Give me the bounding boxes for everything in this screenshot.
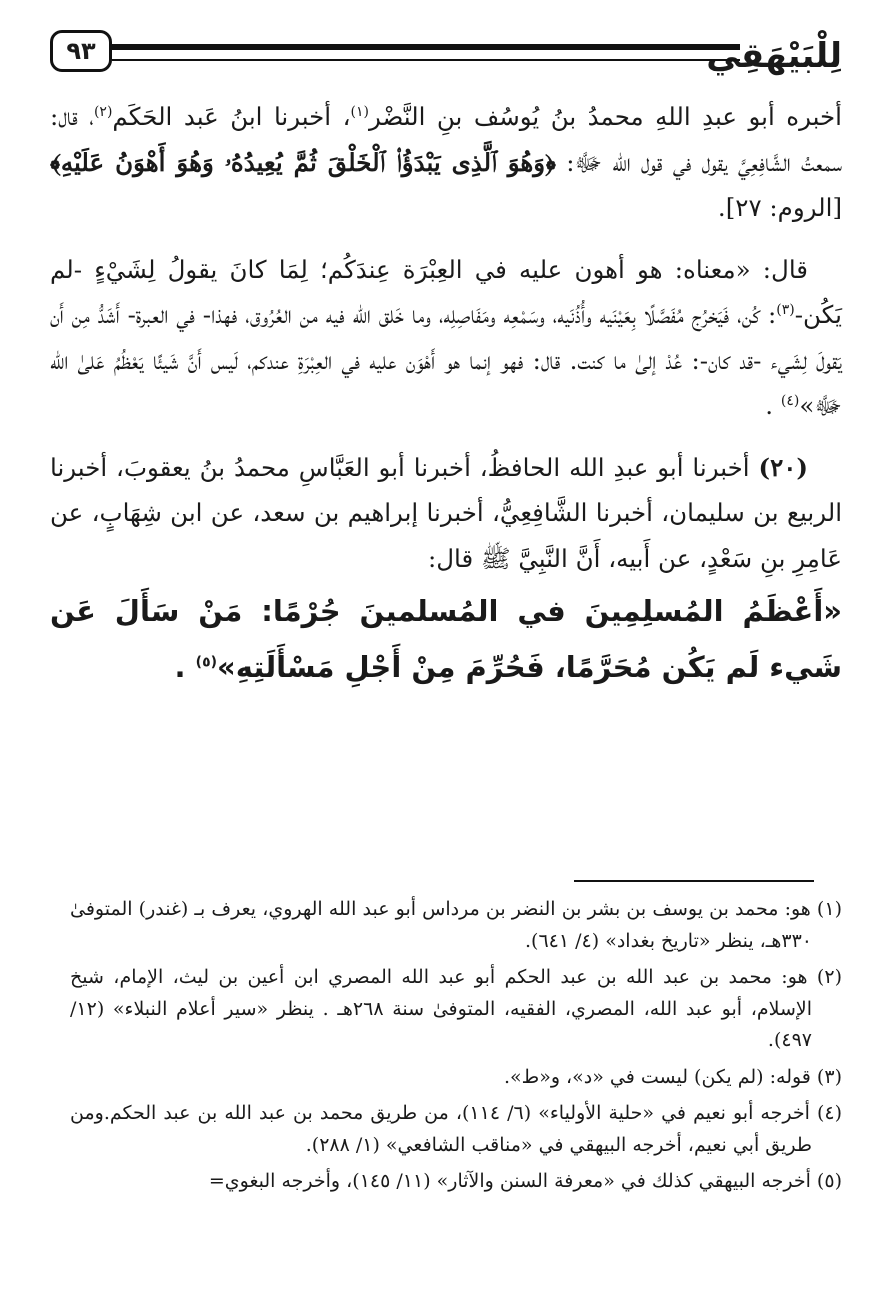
quran-verse: ﴿وَهُوَ ٱلَّذِى يَبْدَؤُا۟ ٱلْخَلْقَ ثُمَّ يُعِيدُهُۥ وَهُوَ أَهْوَنُ عَلَيْهِ﴾ (50, 147, 556, 177)
main-text (50, 94, 842, 695)
hadith-quote: «أَعْظَمُ المُسلِمِينَ في المُسلمينَ جُرْمًا: مَنْ سَأَلَ عَن شَيء لَم يَكُن مُحَرَّمًا، فَحُرِّمَ مِنْ أَجْلِ مَسْأَلَتِهِ» (50, 594, 842, 684)
paragraph-2 (50, 247, 842, 429)
footnote-3: (٣) قوله: (لم يكن) ليست في «د»، و«ط». (503, 1065, 842, 1088)
header-rule (112, 44, 740, 61)
text-run: ، قال: سمعتُ الشَّافِعِيَّ يقول في قول الله ﷻ: (50, 102, 842, 177)
header-title: لِلْبَيْهَقِي (706, 36, 842, 76)
footnote-1: (١) هو: محمد بن يوسف بن بشر بن النضر بن مرداس أبو عبد الله الهروي، يعرف بـ (غندر) المتوفىٰ ٣٣٠هـ، ينظر «تاريخ بغداد» (٤/ ٦٤١). (70, 898, 842, 952)
text-run: أخبره أبو عبدِ اللهِ محمدُ بنُ يُوسُف بنِ النَّضْر (368, 102, 842, 131)
footnote-marker-4: (٤) (780, 392, 800, 409)
footnote-marker-2: (٢) (93, 103, 113, 120)
footnote-2: (٢) هو: محمد بن عبد الله بن عبد الحكم أبو عبد الله المصري ابن أعين بن ليث، الإمام، شيخ الإسلام، أبو عبد الله، المصري، الفقيه، المتوفىٰ سنة ٢٦٨هـ . ينظر «سير أعلام النبلاء» (١٢/ ٤٩٧). (70, 966, 842, 1051)
paragraph-3 (50, 445, 842, 582)
footnotes (70, 894, 842, 1203)
page-number: ٩٣ (50, 30, 112, 72)
footnote-marker-1: (١) (350, 103, 369, 120)
footnote-4: (٤) أخرجه أبو نعيم في «حلية الأولياء» (٦/ ١١٤)، من طريق محمد بن عبد الله بن عبد الحكم.ومن طريق أبي نعيم، أخرجه البيهقي في «مناقب الشافعي» (١/ ٢٨٨). (70, 1102, 842, 1156)
verse-reference: [الروم: ٢٧]. (717, 193, 842, 222)
footnote-separator (574, 880, 814, 882)
footnote-5: (٥) أخرجه البيهقي كذلك في «معرفة السنن والآثار» (١١/ ١٤٥)، وأخرجه البغوي= (208, 1170, 842, 1192)
footnote-marker-5: (٥) (195, 654, 218, 671)
text-run: . (174, 650, 196, 684)
footnote-marker-3: (٣) (776, 301, 795, 318)
text-run: . (765, 391, 781, 420)
text-run: : كُن، فَيَخرُج مُفَصَّلًا بِعَيْنَيه وأُذُنَيه، وسَمْعِه ومَفَاصِلِه، وما خَلق الله فيه من العُرُوق، فهذا- في العبرة- أَشَدُّ مِن أَن يَقولَ لِشَيء -قد كان-: عُدْ إلىٰ ما كنت. قال: فهو إنما هو أَهْوَن عليه في العِبْرَةِ عندكم، لَيس أَنَّ شَيئًا يَعْظُمُ عَلىٰ الله ﷻ» (50, 300, 842, 420)
hadith-number: (٢٠) (758, 452, 808, 482)
text-run: قال: «معناه: هو أهون عليه في العِبْرَة عِندَكُم؛ لِمَا كانَ يقولُ لِشَيْءٍ -لم يَكُن- (50, 254, 842, 329)
text-run: ، أخبرنا ابنُ عَبد الحَكَم (112, 102, 351, 131)
hadith-text (50, 583, 842, 695)
text-run: أخبرنا أبو عبدِ الله الحافظُ، أخبرنا أبو العَبَّاسِ محمدُ بنُ يعقوبَ، أخبرنا الربيع بن سليمان، أخبرنا الشَّافِعِيُّ، أخبرنا إبراهيم بن سعد، عن ابن شِهَابٍ، عن عَامِرِ بنِ سَعْدٍ، عن أَبيه، أَنَّ النَّبِيَّ ﷺ قال: (50, 452, 842, 573)
running-header (50, 30, 842, 86)
paragraph-1 (50, 94, 842, 231)
